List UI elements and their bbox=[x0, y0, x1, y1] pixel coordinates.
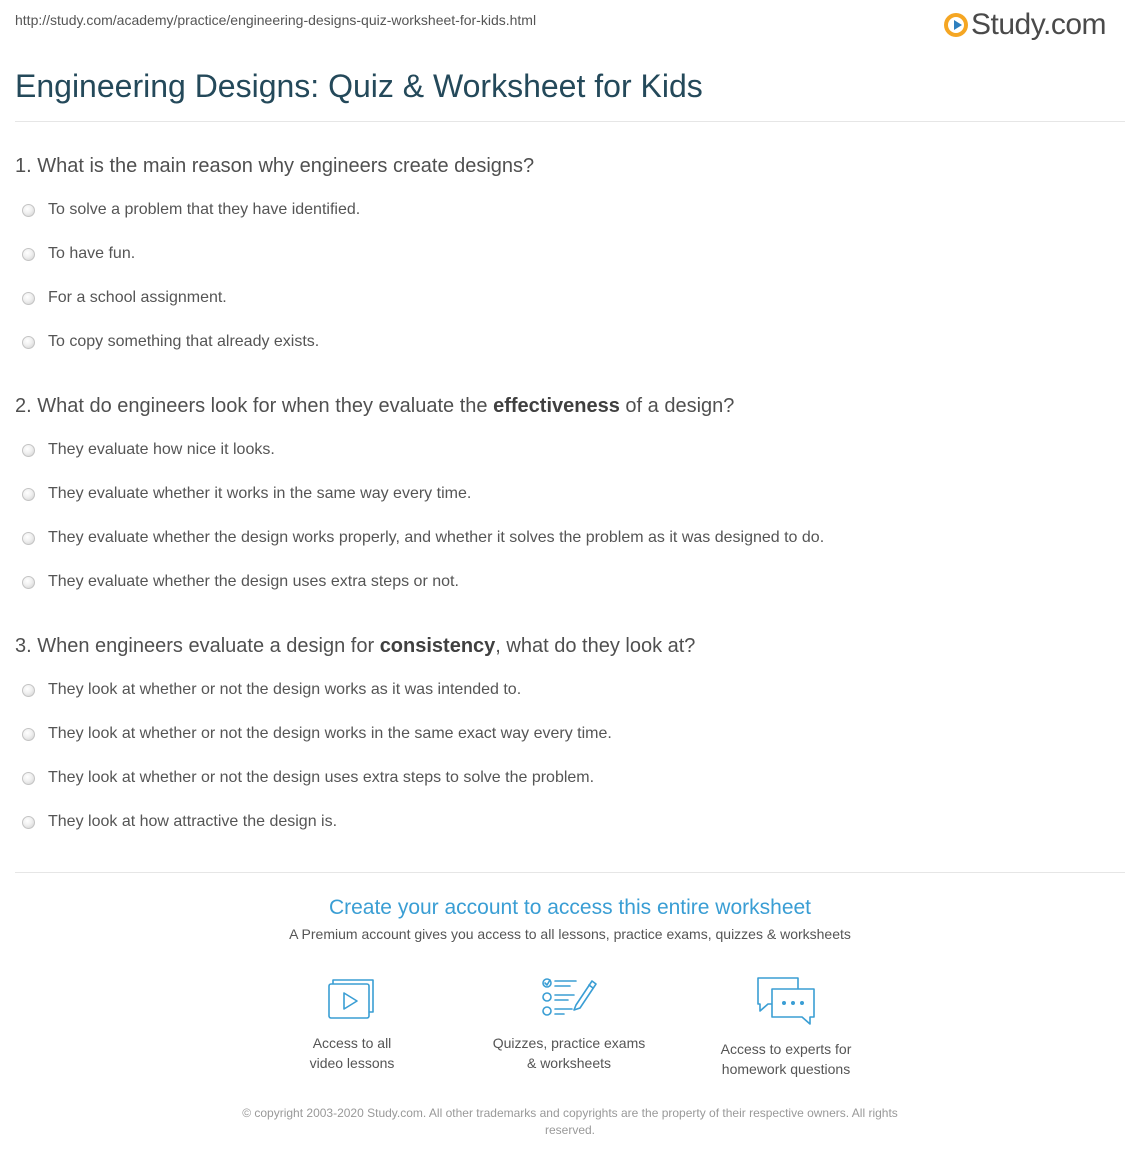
answer-option[interactable]: To have fun. bbox=[22, 244, 135, 264]
answer-option[interactable]: For a school assignment. bbox=[22, 288, 227, 308]
question-3: 3. When engineers evaluate a design for consistency, what do they look at? bbox=[15, 635, 696, 657]
radio-button[interactable] bbox=[22, 488, 35, 501]
question-2: 2. What do engineers look for when they evaluate the effectiveness of a design? bbox=[15, 395, 735, 417]
cta-divider bbox=[15, 872, 1125, 873]
quiz-checklist-icon bbox=[540, 975, 598, 1021]
radio-button[interactable] bbox=[22, 816, 35, 829]
page-title: Engineering Designs: Quiz & Worksheet for Kids bbox=[15, 68, 703, 104]
radio-button[interactable] bbox=[22, 204, 35, 217]
play-circle-icon bbox=[944, 13, 968, 37]
answer-option[interactable]: They look at how attractive the design is. bbox=[22, 812, 337, 832]
answer-option[interactable]: They look at whether or not the design works as it was intended to. bbox=[22, 680, 521, 700]
radio-button[interactable] bbox=[22, 728, 35, 741]
feature-experts: Access to experts for homework questions bbox=[696, 975, 876, 1079]
radio-button[interactable] bbox=[22, 576, 35, 589]
feature-video-lessons: Access to all video lessons bbox=[262, 975, 442, 1073]
answer-option[interactable]: They evaluate whether the design works properly, and whether it solves the problem as it was designed to do. bbox=[22, 528, 824, 548]
answer-option[interactable]: They evaluate whether the design uses extra steps or not. bbox=[22, 572, 459, 592]
answer-option[interactable]: They evaluate how nice it looks. bbox=[22, 440, 275, 460]
answer-option[interactable]: They look at whether or not the design works in the same exact way every time. bbox=[22, 724, 612, 744]
copyright-notice: © copyright 2003-2020 Study.com. All other trademarks and copyrights are the property of their respective owners. All rights reserved. bbox=[242, 1106, 898, 1137]
question-1: 1. What is the main reason why engineers create designs? bbox=[15, 155, 535, 177]
video-lessons-icon bbox=[325, 975, 379, 1021]
study-logo[interactable] bbox=[944, 8, 1106, 42]
title-divider bbox=[15, 121, 1125, 122]
feature-quizzes: Quizzes, practice exams & worksheets bbox=[479, 975, 659, 1073]
radio-button[interactable] bbox=[22, 336, 35, 349]
radio-button[interactable] bbox=[22, 444, 35, 457]
radio-button[interactable] bbox=[22, 684, 35, 697]
create-account-link[interactable]: Create your account to access this entire worksheet bbox=[328, 896, 812, 919]
answer-option[interactable]: To copy something that already exists. bbox=[22, 332, 319, 352]
radio-button[interactable] bbox=[22, 292, 35, 305]
answer-option[interactable]: To solve a problem that they have identified. bbox=[22, 200, 360, 220]
radio-button[interactable] bbox=[22, 772, 35, 785]
answer-option[interactable]: They evaluate whether it works in the same way every time. bbox=[22, 484, 471, 504]
answer-option[interactable]: They look at whether or not the design uses extra steps to solve the problem. bbox=[22, 768, 594, 788]
radio-button[interactable] bbox=[22, 248, 35, 261]
page-url: http://study.com/academy/practice/engineering-designs-quiz-worksheet-for-kids.html bbox=[15, 12, 537, 28]
chat-bubbles-icon bbox=[754, 975, 818, 1027]
radio-button[interactable] bbox=[22, 532, 35, 545]
cta-subtitle: A Premium account gives you access to all lessons, practice exams, quizzes & worksheets bbox=[289, 926, 851, 942]
logo-text: Study.com bbox=[971, 8, 1106, 41]
